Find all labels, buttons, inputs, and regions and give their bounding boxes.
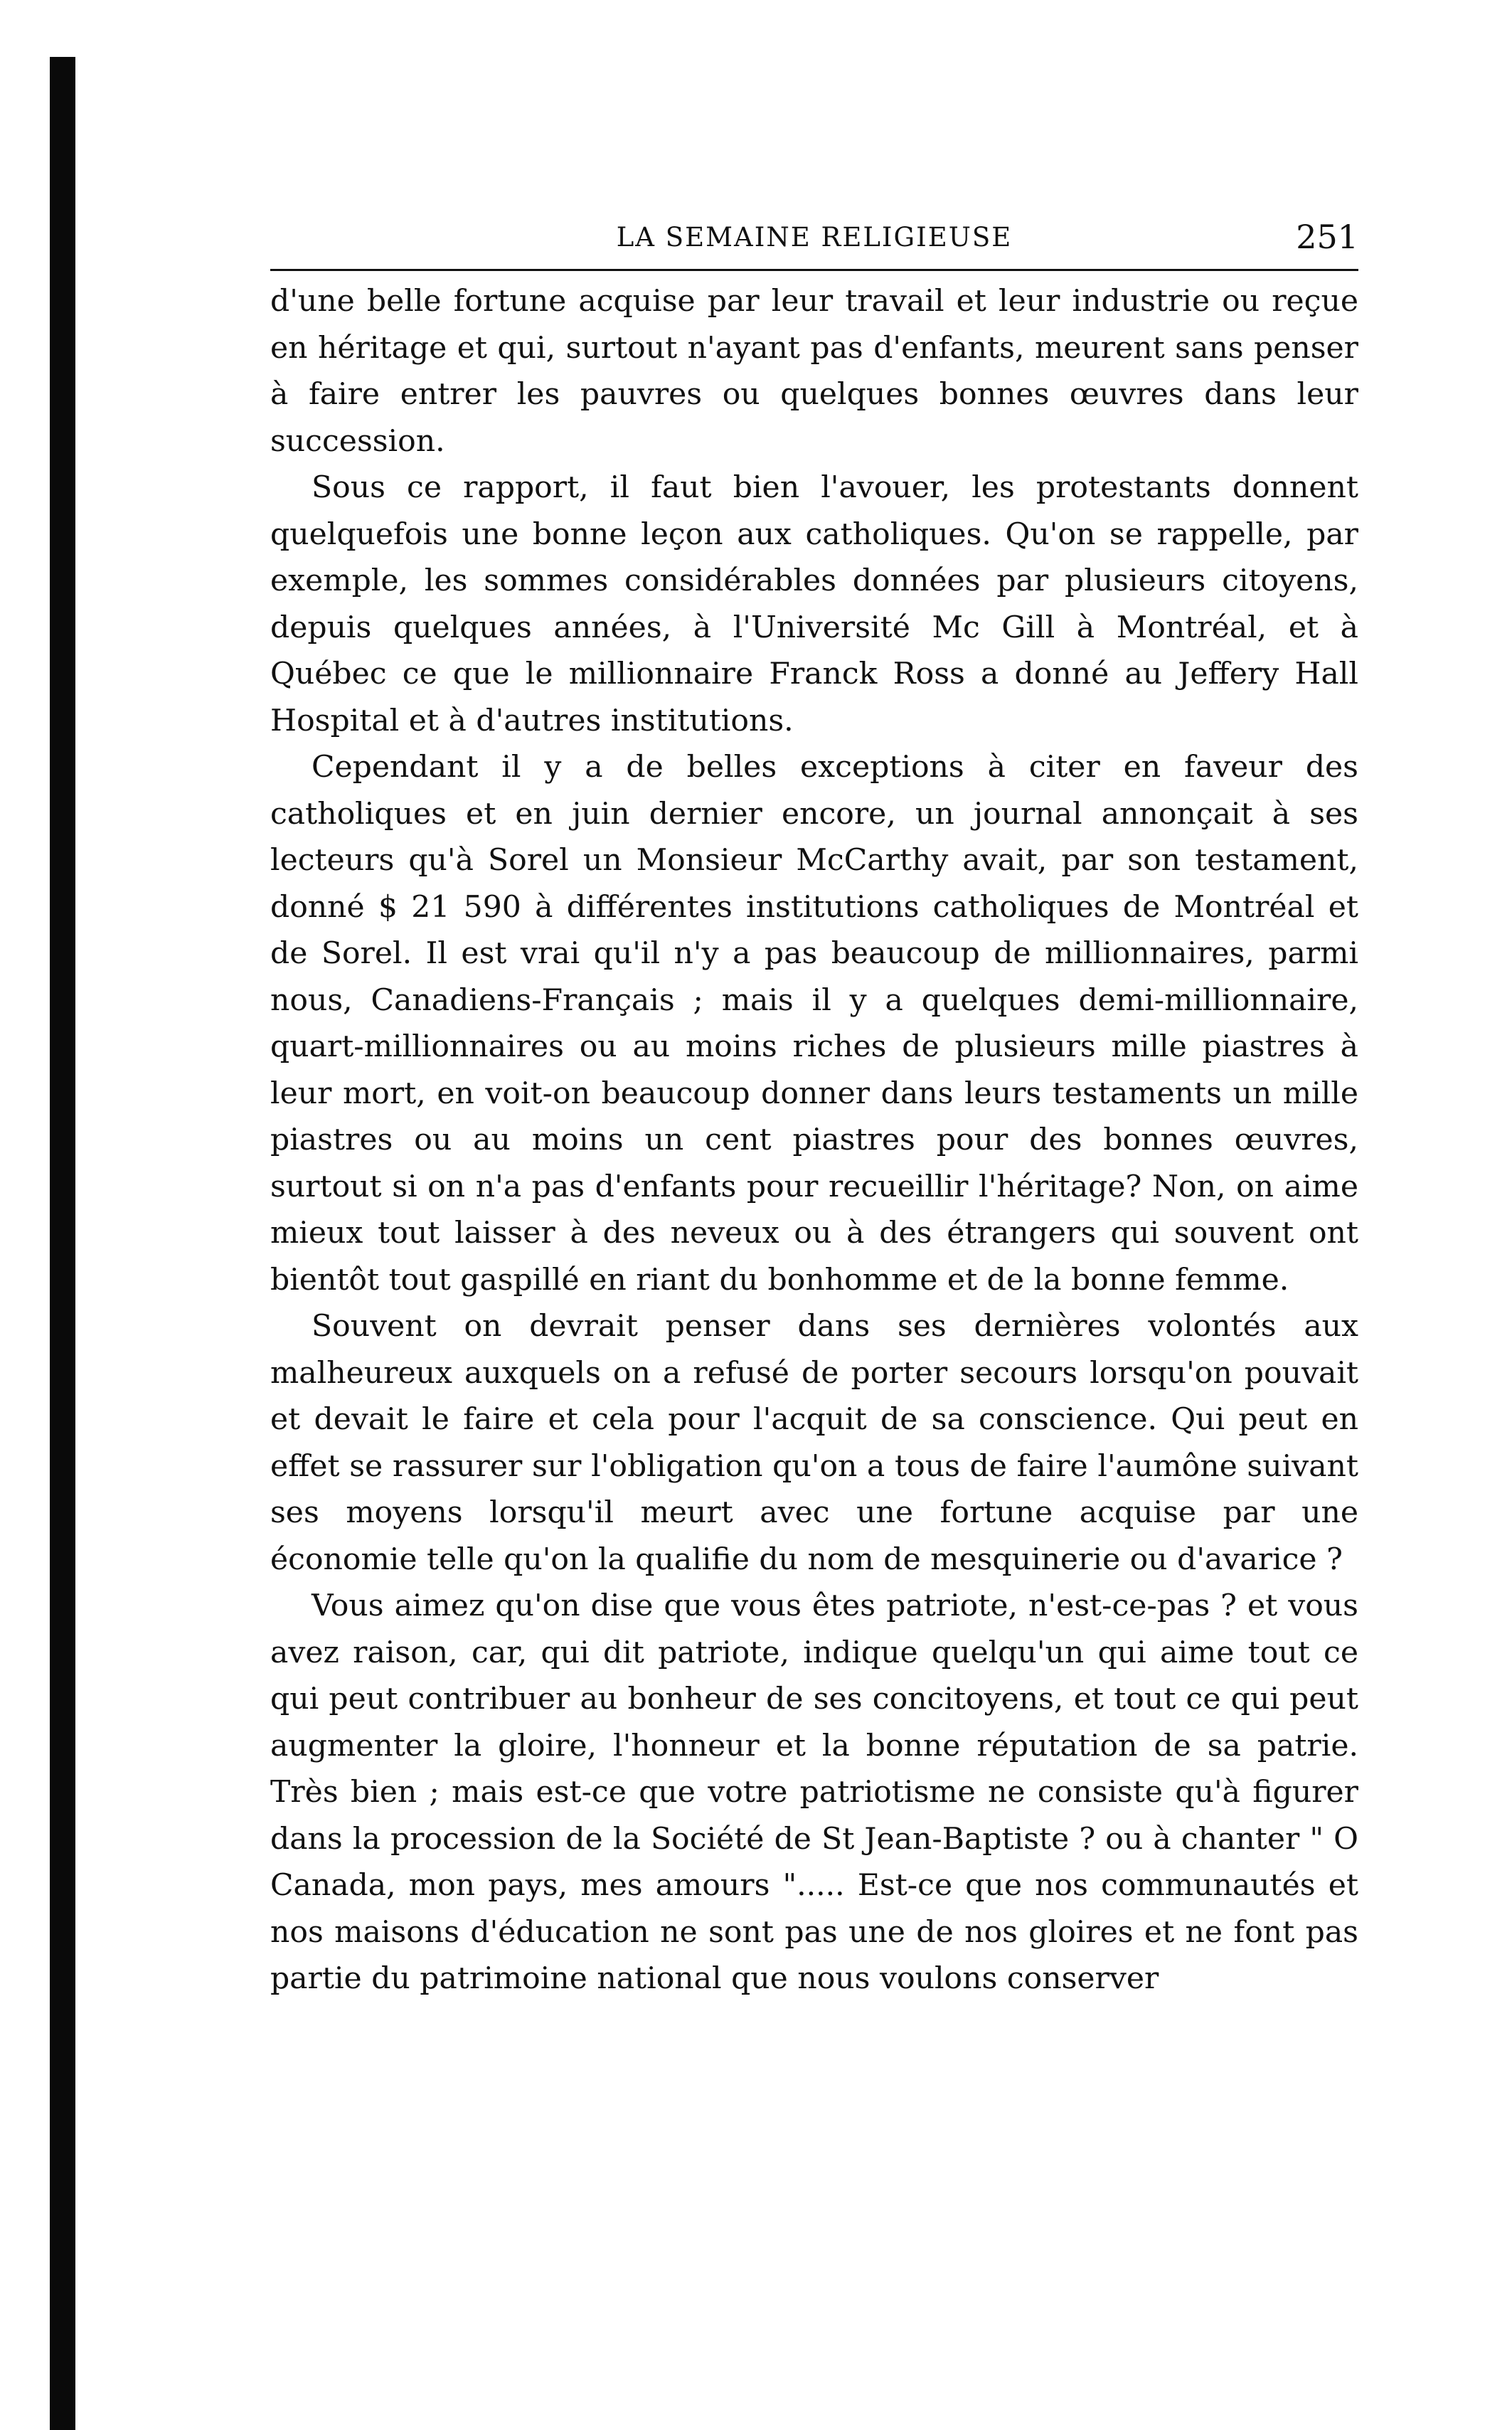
paragraph: Cependant il y a de belles exceptions à citer en faveur des catholiques et en juin dernier encore, un journal annonçait à ses lecteurs qu'à Sorel un Monsieur McCarthy avait, par son testament, donné $ 21 590 à différentes institutions catholiques de Montréal et de Sorel. Il est vrai qu'il n'y a pas beaucoup de millionnaires, parmi nous, Canadiens-Français ; mais il y a quelques demi-millionnaire, quart-millionnaires ou au moins riches de plusieurs mille piastres à leur mort, en voit-on beaucoup donner dans leurs testaments un mille piastres ou au moins un cent piastres pour des bonnes œuvres, surtout si on n'a pas d'enfants pour recueillir l'héritage? Non, on aime mieux tout laisser à des neveux ou à des étrangers qui souvent ont bientôt tout gaspillé en riant du bonhomme et de la bonne femme. xyxy=(270,750,1358,1298)
body-text xyxy=(270,278,1358,2002)
paragraph: Vous aimez qu'on dise que vous êtes patriote, n'est-ce-pas ? et vous avez raison, car, qui dit patriote, indique quelqu'un qui aime tout ce qui peut contribuer au bonheur de ses concitoyens, et tout ce qui peut augmenter la gloire, l'honneur et la bonne réputation de sa patrie. Très bien ; mais est-ce que votre patriotisme ne consiste qu'à figurer dans la procession de la Société de St Jean-Baptiste ? ou à chanter " O Canada, mon pays, mes amours "..... Est-ce que nos communautés et nos maisons d'éducation ne sont pas une de nos gloires et ne font pas partie du patrimoine national que nous voulons conserver xyxy=(270,1588,1358,1996)
page-number: 251 xyxy=(1296,218,1358,256)
paragraph: Sous ce rapport, il faut bien l'avouer, les protestants donnent quelquefois une bonne leçon aux catholiques. Qu'on se rappelle, par exemple, les sommes considérables données par plusieurs citoyens, depuis quelques années, à l'Université Mc Gill à Montréal, et à Québec ce que le millionnaire Franck Ross a donné au Jeffery Hall Hospital et à d'autres institutions. xyxy=(270,470,1358,738)
running-head xyxy=(270,206,1358,266)
binding-edge-shadow xyxy=(50,57,75,2430)
paragraph: Souvent on devrait penser dans ses dernières volontés aux malheureux auxquels on a refusé de porter secours lorsqu'on pouvait et devait le faire et cela pour l'acquit de sa conscience. Qui peut en effet se rassurer sur l'obligation qu'on a tous de faire l'aumône suivant ses moyens lorsqu'il meurt avec une fortune acquise par une économie telle qu'on la qualifie du nom de mesquinerie ou d'avarice ? xyxy=(270,1309,1358,1577)
paragraph-continuation: d'une belle fortune acquise par leur travail et leur industrie ou reçue en héritage et qui, surtout n'ayant pas d'enfants, meurent sans penser à faire entrer les pauvres ou quelques bonnes œuvres dans leur succession. xyxy=(270,284,1358,459)
running-title: LA SEMAINE RELIGIEUSE xyxy=(616,222,1013,253)
book-page xyxy=(270,206,1358,2002)
header-rule xyxy=(270,269,1358,271)
